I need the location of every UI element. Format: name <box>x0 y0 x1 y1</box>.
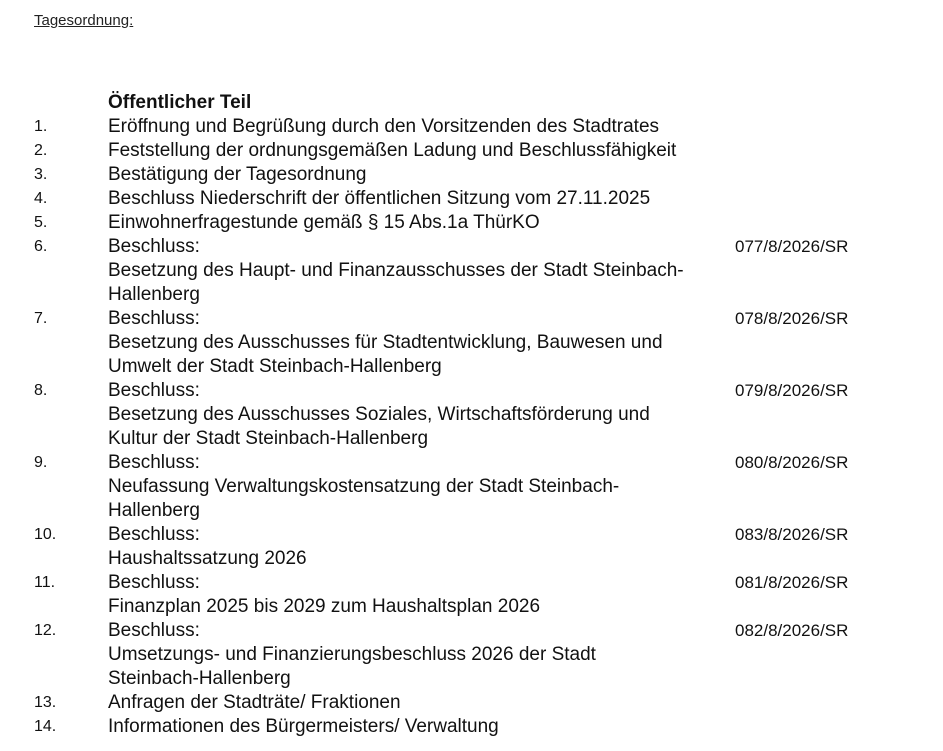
agenda-list <box>0 91 943 739</box>
item-text-line: Beschluss: <box>108 236 200 257</box>
agenda-heading: Tagesordnung: <box>34 12 134 29</box>
item-text-line: Kultur der Stadt Steinbach-Hallenberg <box>108 428 429 449</box>
item-text-line: Beschluss: <box>108 572 200 593</box>
item-text-line: Umsetzungs- und Finanzierungsbeschluss 2026 der Stadt <box>108 644 596 665</box>
item-text-line: Anfragen der Stadträte/ Fraktionen <box>108 692 401 713</box>
item-text-line: Steinbach-Hallenberg <box>108 668 291 689</box>
item-number: 1. <box>34 118 48 135</box>
item-number: 6. <box>34 238 48 255</box>
agenda-item <box>0 691 943 715</box>
item-number: 3. <box>34 166 48 183</box>
agenda-item <box>0 307 943 379</box>
item-text-line: Besetzung des Ausschusses für Stadtentwicklung, Bauwesen und <box>108 332 663 353</box>
item-text-line: Informationen des Bürgermeisters/ Verwaltung <box>108 716 499 737</box>
item-number: 5. <box>34 214 48 231</box>
section-title: Öffentlicher Teil <box>108 92 252 113</box>
item-text-line: Neufassung Verwaltungskostensatzung der Stadt Steinbach- <box>108 476 620 497</box>
item-number: 12. <box>34 622 57 639</box>
item-number: 4. <box>34 190 48 207</box>
item-text-line: Eröffnung und Begrüßung durch den Vorsitzenden des Stadtrates <box>108 116 660 137</box>
item-text-line: Beschluss: <box>108 524 200 545</box>
item-number: 2. <box>34 142 48 159</box>
resolution-code: 083/8/2026/SR <box>735 525 849 544</box>
resolution-code: 082/8/2026/SR <box>735 621 849 640</box>
agenda-item <box>0 163 943 187</box>
item-number: 7. <box>34 310 48 327</box>
agenda-item <box>0 211 943 235</box>
item-text-line: Hallenberg <box>108 284 200 305</box>
agenda-item <box>0 571 943 619</box>
resolution-code: 080/8/2026/SR <box>735 453 849 472</box>
item-text-line: Beschluss: <box>108 308 200 329</box>
resolution-code: 078/8/2026/SR <box>735 309 849 328</box>
item-number: 8. <box>34 382 48 399</box>
item-text-line: Beschluss Niederschrift der öffentlichen Sitzung vom 27.11.2025 <box>108 188 651 209</box>
item-text-line: Haushaltssatzung 2026 <box>108 548 307 569</box>
agenda-item <box>0 139 943 163</box>
item-text-line: Feststellung der ordnungsgemäßen Ladung und Beschlussfähigkeit <box>108 140 677 161</box>
item-text-line: Finanzplan 2025 bis 2029 zum Haushaltsplan 2026 <box>108 596 541 617</box>
item-number: 13. <box>34 694 57 711</box>
item-text-line: Beschluss: <box>108 620 200 641</box>
item-text-line: Beschluss: <box>108 380 200 401</box>
agenda-item <box>0 451 943 523</box>
item-text-line: Hallenberg <box>108 500 200 521</box>
resolution-code: 077/8/2026/SR <box>735 237 849 256</box>
item-number: 9. <box>34 454 48 471</box>
agenda-item <box>0 523 943 571</box>
item-number: 11. <box>34 574 56 591</box>
resolution-code: 081/8/2026/SR <box>735 573 849 592</box>
item-text-line: Besetzung des Haupt- und Finanzausschusses der Stadt Steinbach- <box>108 260 684 281</box>
item-text-line: Umwelt der Stadt Steinbach-Hallenberg <box>108 356 442 377</box>
item-text-line: Einwohnerfragestunde gemäß § 15 Abs.1a ThürKO <box>108 212 540 233</box>
item-text-line: Besetzung des Ausschusses Soziales, Wirtschaftsförderung und <box>108 404 650 425</box>
agenda-item <box>0 115 943 139</box>
item-text-line: Beschluss: <box>108 452 200 473</box>
agenda-item <box>0 619 943 691</box>
agenda-item <box>0 379 943 451</box>
agenda-item <box>0 235 943 307</box>
item-text-line: Bestätigung der Tagesordnung <box>108 164 367 185</box>
item-number: 14. <box>34 718 57 735</box>
agenda-item <box>0 187 943 211</box>
agenda-item <box>0 715 943 739</box>
resolution-code: 079/8/2026/SR <box>735 381 849 400</box>
item-number: 10. <box>34 526 57 543</box>
